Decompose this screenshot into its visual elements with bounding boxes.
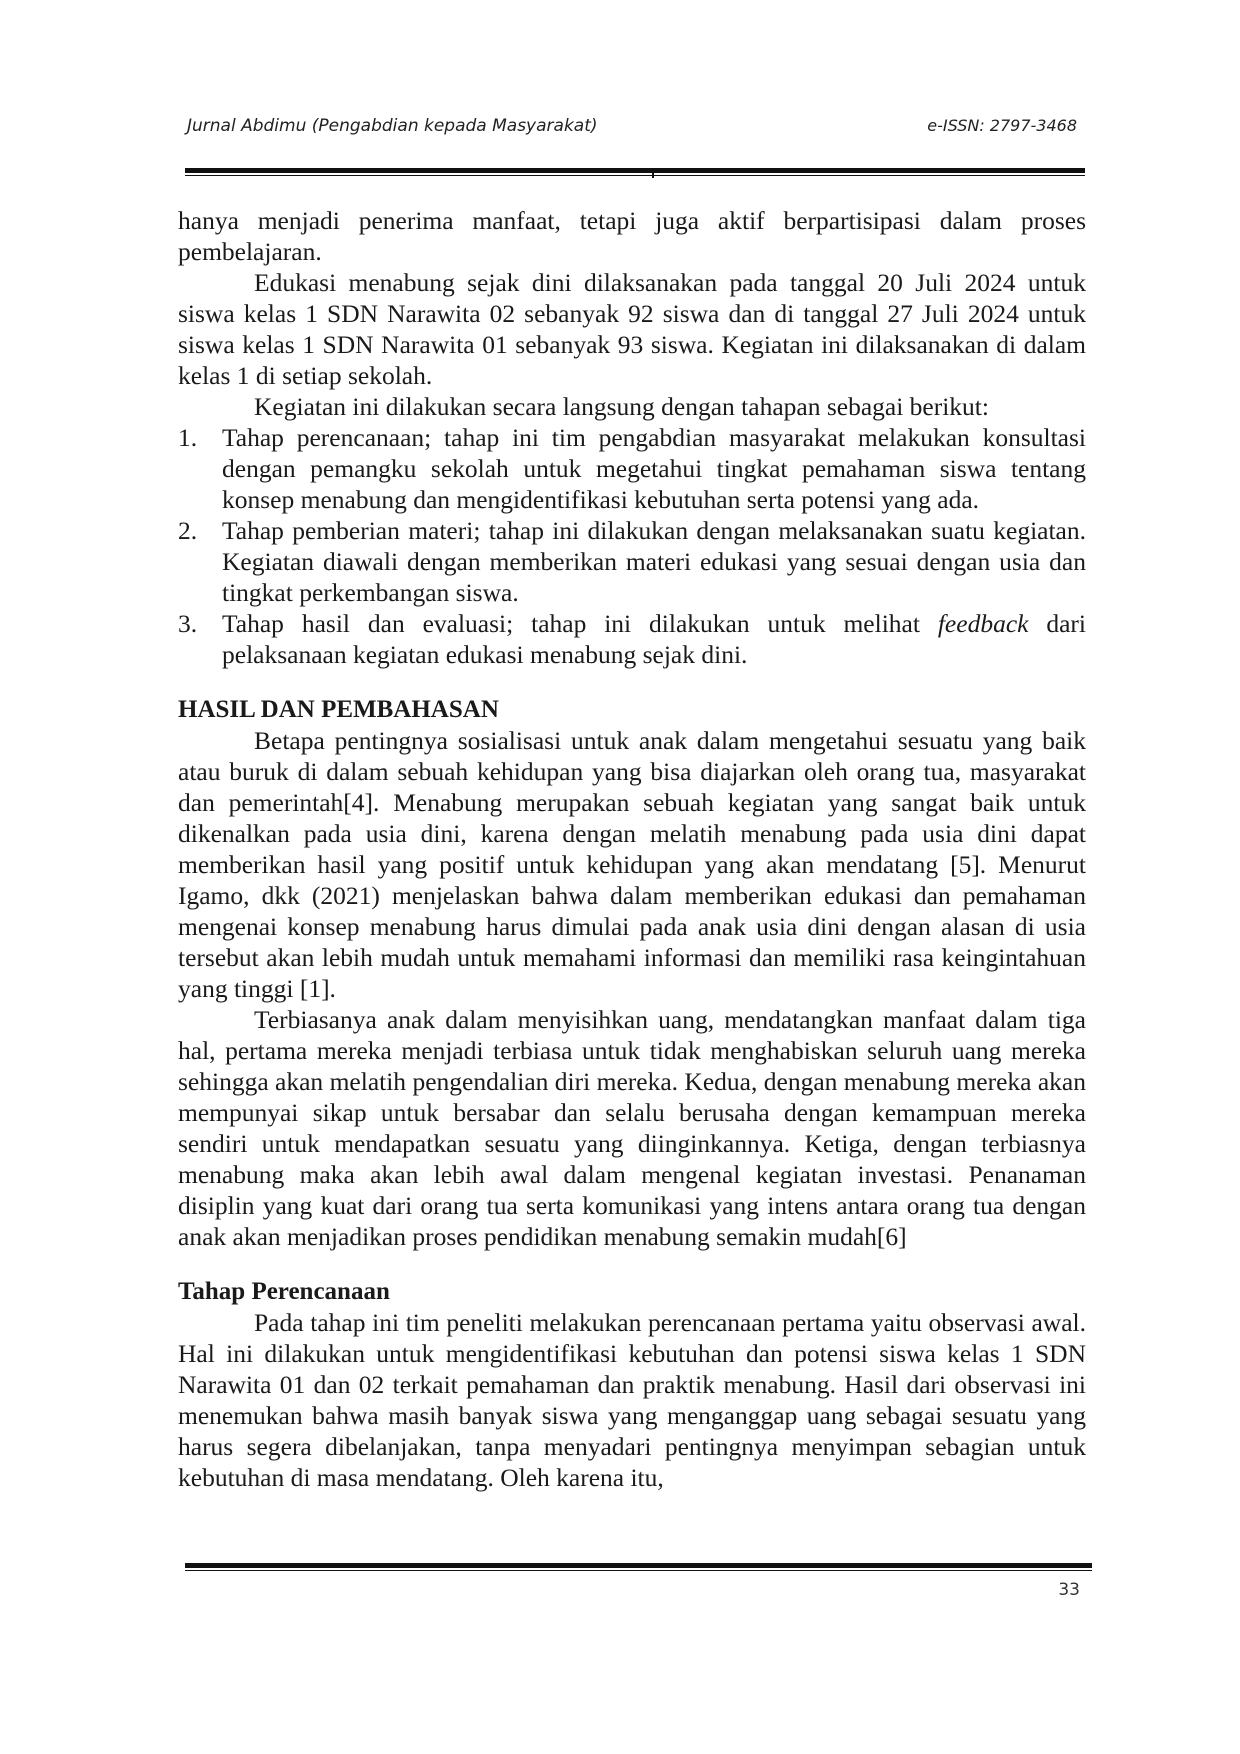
list-item [178, 608, 1086, 670]
journal-name: Jurnal Abdimu (Pengabdian kepada Masyarakat) [187, 116, 598, 136]
paragraph-results-1: Betapa pentingnya sosialisasi untuk anak dalam mengetahui sesuatu yang baik atau buruk di dalam sebuah kehidupan yang bisa diajarkan oleh orang tua, masyarakat dan pemerintah[4]. Menabung merupakan sebuah kegiatan yang sangat baik untuk dikenalkan pada usia dini, karena dengan melatih menabung pada usia dini dapat memberikan hasil yang positif untuk kehidupan yang akan mendatang [5]. Menurut Igamo, dkk (2021) menjelaskan bahwa dalam memberikan edukasi dan pemahaman mengenai konsep menabung harus dimulai pada anak usia dini dengan alasan di usia tersebut akan lebih mudah untuk memahami informasi dan memiliki rasa keingintahuan yang tinggi [1]. [178, 726, 1086, 1003]
section-heading: HASIL DAN PEMBAHASAN [178, 696, 499, 723]
list-item [178, 515, 1086, 608]
list-number: 2. [178, 516, 198, 545]
issn-label: e-ISSN: 2797-3468 [927, 116, 1077, 135]
list-item-text-start: Tahap hasil dan evaluasi; tahap ini dilakukan untuk melihat [222, 609, 938, 638]
list-number: 1. [178, 423, 198, 452]
list-item [178, 422, 1086, 515]
list-number: 3. [178, 609, 198, 638]
article-body [178, 205, 1086, 1493]
paragraph-continuation: hanya menjadi penerima manfaat, tetapi juga aktif berpartisipasi dalam proses pembelajaran. [178, 206, 1086, 266]
list-item-text: Tahap perencanaan; tahap ini tim pengabdian masyarakat melakukan konsultasi dengan pemangku sekolah untuk megetahui tingkat pemahaman siswa tentang konsep menabung dan mengidentifikasi kebutuhan serta potensi yang ada. [222, 423, 1086, 514]
stages-list [178, 422, 1086, 670]
list-item-text-end: dari pelaksanaan kegiatan edukasi menabung sejak dini. [222, 609, 1086, 669]
paragraph-results-2: Terbiasanya anak dalam menyisihkan uang, mendatangkan manfaat dalam tiga hal, pertama mereka menjadi terbiasa untuk tidak menghabiskan seluruh uang mereka sehingga akan melatih pengendalian diri mereka. Kedua, dengan menabung mereka akan mempunyai sikap untuk bersabar dan selalu berusaha dengan kemampuan mereka sendiri untuk mendapatkan sesuatu yang diinginkannya. Ketiga, dengan terbiasnya menabung maka akan lebih awal dalam mengenal kegiatan investasi. Penanaman disiplin yang kuat dari orang tua serta komunikasi yang intens antara orang tua dengan anak akan menjadikan proses pendidikan menabung semakin mudah[6] [178, 1005, 1086, 1251]
list-item-text: Tahap pemberian materi; tahap ini dilakukan dengan melaksanakan suatu kegiatan. Kegiatan diawali dengan memberikan materi edukasi yang sesuai dengan usia dan tingkat perkembangan siswa. [222, 516, 1086, 607]
italic-term: feedback [937, 609, 1029, 638]
paragraph-schedule: Edukasi menabung sejak dini dilaksanakan pada tanggal 20 Juli 2024 untuk siswa kelas 1 SDN Narawita 02 sebanyak 92 siswa dan di tanggal 27 Juli 2024 untuk siswa kelas 1 SDN Narawita 01 sebanyak 93 siswa. Kegiatan ini dilaksanakan di dalam kelas 1 di setiap sekolah. [178, 268, 1086, 390]
paragraph-stages-intro: Kegiatan ini dilakukan secara langsung dengan tahapan sebagai berikut: [254, 392, 989, 421]
header-rule [185, 168, 1085, 176]
paragraph-planning-1: Pada tahap ini tim peneliti melakukan perencanaan pertama yaitu observasi awal. Hal ini dilakukan untuk mengidentifikasi kebutuhan dan potensi siswa kelas 1 SDN Narawita 01 dan 02 terkait pemahaman dan praktik menabung. Hasil dari observasi ini menemukan bahwa masih banyak siswa yang menganggap uang sebagai sesuatu yang harus segera dibelanjakan, tanpa menyadari pentingnya menyimpan sebagian untuk kebutuhan di masa mendatang. Oleh karena itu, [178, 1308, 1086, 1492]
running-header [187, 116, 1085, 146]
subsection-heading: Tahap Perencanaan [178, 1278, 390, 1305]
page-number: 33 [1058, 1580, 1080, 1600]
footer-rule [185, 1563, 1092, 1571]
